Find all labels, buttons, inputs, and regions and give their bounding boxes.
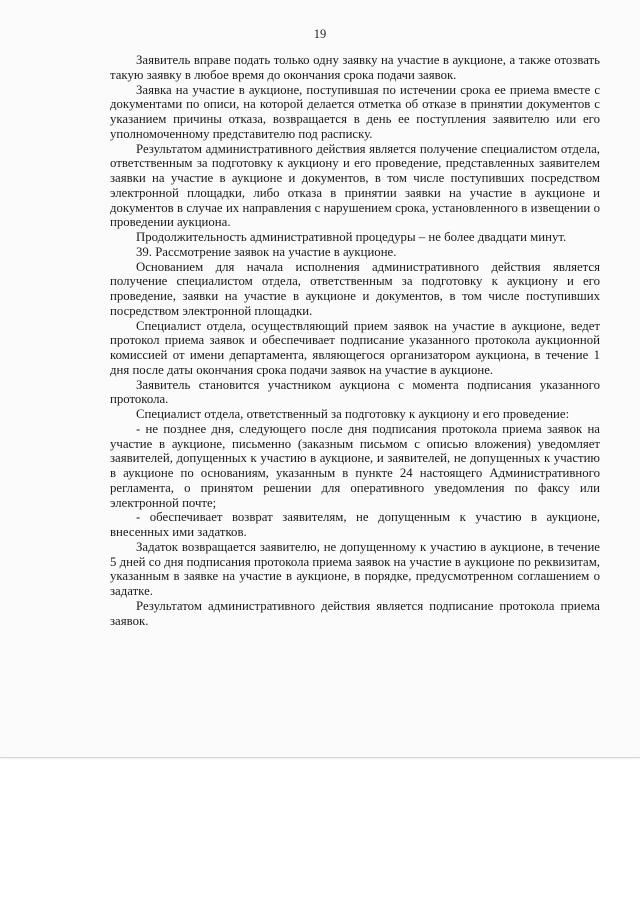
paragraph-basis: Основанием для начала исполнения административного действия является получение специалистом отдела, ответственным за подготовку к аукциону и его проведение, заявки на участие в аукционе и документов, в том числе поступивших посредством электронной площадки. [110,259,600,318]
list-item-deposit-return: - обеспечивает возврат заявителям, не допущенным к участию в аукционе, внесенных ими задатков. [110,510,600,539]
page-number: 19 [313,27,327,41]
paragraph-protocol: Специалист отдела, осуществляющий прием заявок на участие в аукционе, ведет протокол приема заявок и обеспечивает подписание указанного протокола аукционной комиссией от имени департамента, являющегося организатором аукциона, в течение 1 дня после даты окончания срока подачи заявок на участие в аукционе. [110,318,600,377]
list-item-notification: - не позднее дня, следующего после дня подписания протокола приема заявок на участие в аукционе, письменно (заказным письмом с описью вложения) уведомляет заявителей, допущенных к участию в аукционе, и заявителей, не допущенных к участию в аукционе по основаниям, указанным в пункте 24 настоящего Административного регламента, о принятом решении для оперативного уведомления по факсу или электронной почте; [110,421,600,510]
paragraph-application-limit: Заявитель вправе подать только одну заявку на участие в аукционе, а также отозвать такую заявку в любое время до окончания срока подачи заявок. [110,53,600,82]
paragraph-result-receipt: Результатом административного действия является получение специалистом отдела, ответственным за подготовку к аукциону и его проведение, представленных заявителем заявки на участие в аукционе и документов, в том числе поступивших посредством электронной площадки, либо отказа в принятии заявки на участие в аукционе и документов в случае их направления с нарушением срока, установленного в извещении о проведении аукциона. [110,141,600,230]
paragraph-participant-status: Заявитель становится участником аукциона с момента подписания указанного протокола. [110,377,600,407]
document-body [110,53,600,628]
paragraph-result-signing: Результатом административного действия является подписание протокола приема заявок. [110,598,600,628]
paragraph-late-application: Заявка на участие в аукционе, поступившая по истечении срока ее приема вместе с документами по описи, на которой делается отметка об отказе в принятии документов с указанием причины отказа, возвращается в день ее поступления заявителю или его уполномоченному представителю под расписку. [110,82,600,141]
paragraph-specialist-duties: Специалист отдела, ответственный за подготовку к аукциону и его проведение: [136,407,570,421]
paragraph-duration: Продолжительность административной процедуры – не более двадцати минут. [136,230,567,244]
section-heading-39: 39. Рассмотрение заявок на участие в аукционе. [136,244,397,259]
paragraph-deposit-refund: Задаток возвращается заявителю, не допущенному к участию в аукционе, в течение 5 дней со дня подписания протокола приема заявок на участие в аукционе по реквизитам, указанным в заявке на участие в аукционе, в порядке, предусмотренном соглашением о задатке. [110,539,600,598]
